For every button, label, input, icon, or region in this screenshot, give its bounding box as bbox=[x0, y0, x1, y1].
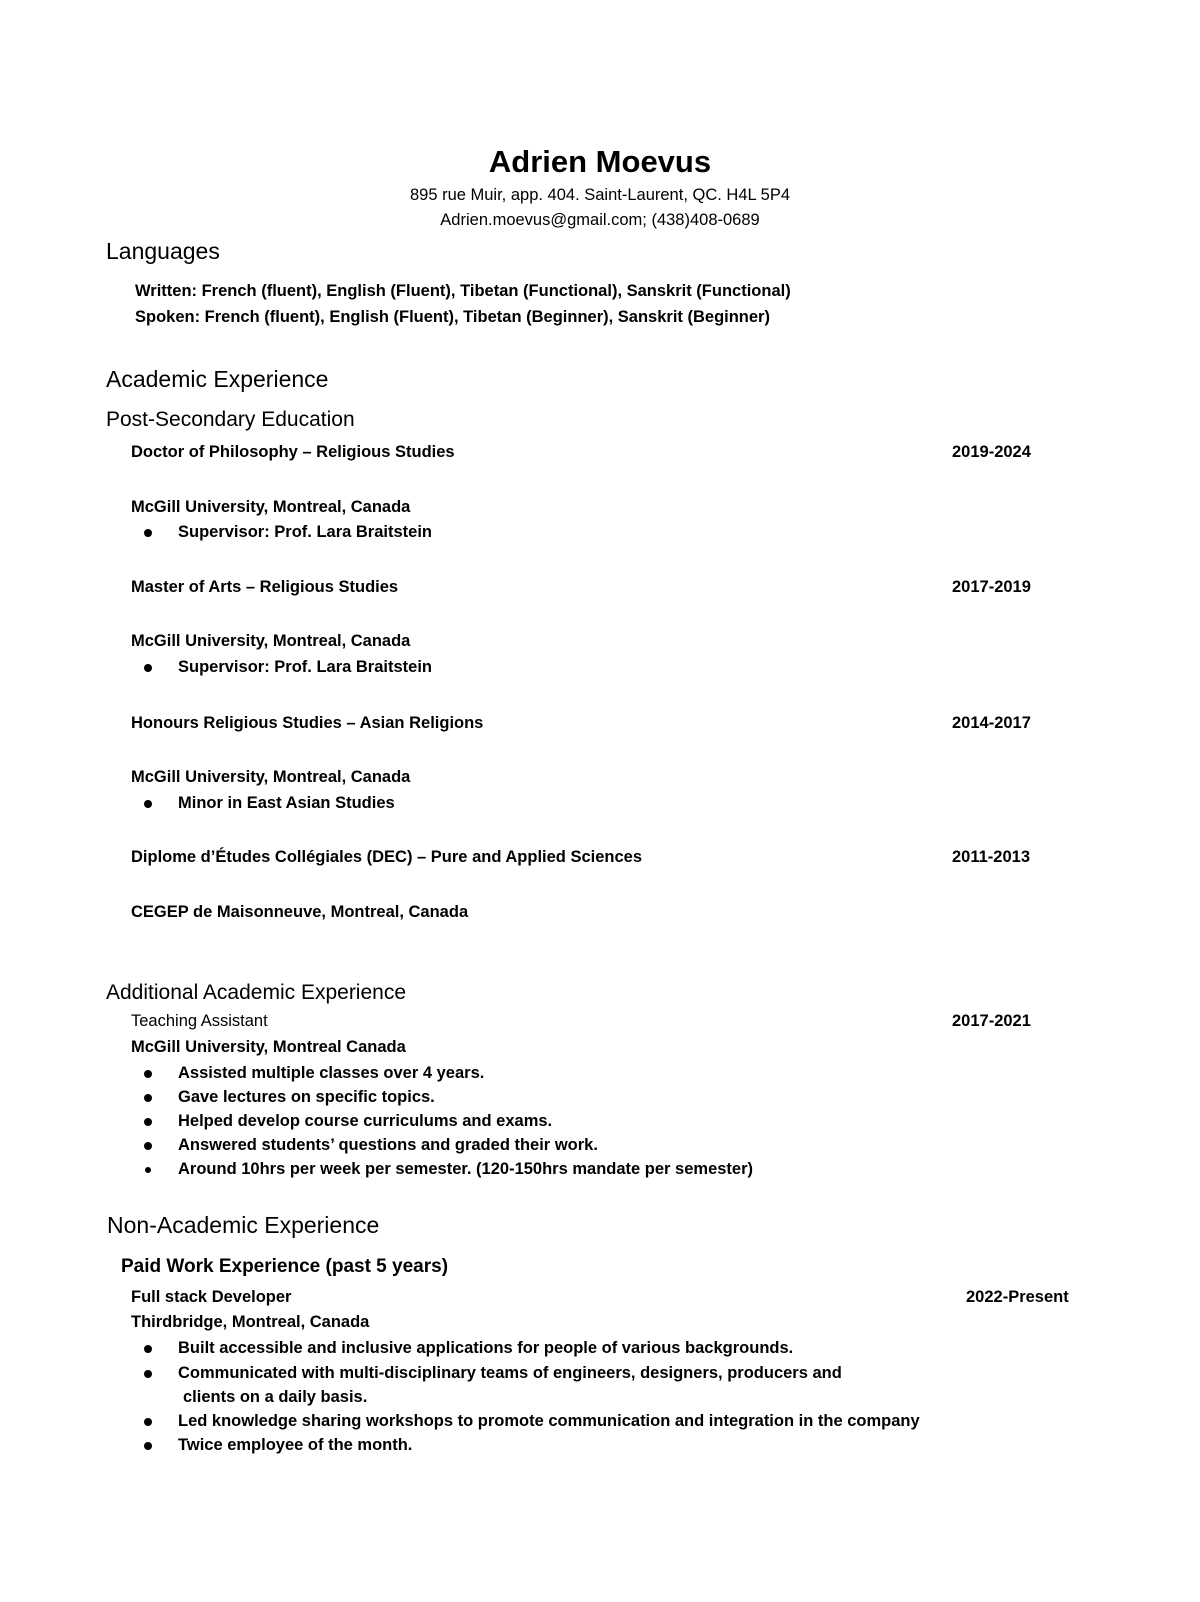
non-academic-heading: Non-Academic Experience bbox=[107, 1212, 380, 1238]
academic-heading: Academic Experience bbox=[106, 366, 329, 392]
degree-note: Supervisor: Prof. Lara Braitstein bbox=[178, 523, 432, 541]
degree-dates: 2011-2013 bbox=[952, 848, 1030, 866]
bullet-icon bbox=[144, 664, 152, 672]
job-bullet: Communicated with multi-disciplinary teams of engineers, designers, producers and bbox=[178, 1364, 842, 1382]
bullet-icon bbox=[144, 1094, 152, 1102]
degree-institution: McGill University, Montreal, Canada bbox=[131, 498, 411, 516]
ta-bullet: Answered students’ questions and graded their work. bbox=[178, 1136, 598, 1154]
additional-heading: Additional Academic Experience bbox=[106, 981, 407, 1004]
ta-institution: McGill University, Montreal Canada bbox=[131, 1038, 406, 1056]
bullet-icon bbox=[144, 1142, 152, 1150]
degree-title: Honours Religious Studies – Asian Religions bbox=[131, 714, 484, 732]
job-dates: 2022-Present bbox=[966, 1288, 1069, 1306]
degree-dates: 2017-2019 bbox=[952, 578, 1031, 596]
job-bullet: Led knowledge sharing workshops to promote communication and integration in the company bbox=[178, 1412, 920, 1430]
languages-spoken: Spoken: French (fluent), English (Fluent), Tibetan (Beginner), Sanskrit (Beginner) bbox=[135, 308, 770, 326]
bullet-icon bbox=[144, 1118, 152, 1126]
bullet-icon bbox=[144, 1442, 152, 1450]
degree-note: Supervisor: Prof. Lara Braitstein bbox=[178, 658, 432, 676]
ta-bullet: Helped develop course curriculums and exams. bbox=[178, 1112, 553, 1130]
bullet-icon bbox=[144, 1070, 152, 1078]
ta-role: Teaching Assistant bbox=[131, 1012, 268, 1030]
address-line: 895 rue Muir, app. 404. Saint-Laurent, QC. H4L 5P4 bbox=[409, 186, 791, 204]
degree-title: Doctor of Philosophy – Religious Studies bbox=[131, 443, 455, 461]
degree-dates: 2014-2017 bbox=[952, 714, 1031, 732]
degree-institution: McGill University, Montreal, Canada bbox=[131, 768, 411, 786]
languages-written: Written: French (fluent), English (Fluent), Tibetan (Functional), Sanskrit (Functional) bbox=[135, 282, 791, 300]
degree-note: Minor in East Asian Studies bbox=[178, 794, 395, 812]
ta-dates: 2017-2021 bbox=[952, 1012, 1031, 1030]
resume-name: Adrien Moevus bbox=[488, 144, 712, 179]
bullet-icon bbox=[144, 1418, 152, 1426]
degree-institution: CEGEP de Maisonneuve, Montreal, Canada bbox=[131, 903, 469, 921]
paid-work-heading: Paid Work Experience (past 5 years) bbox=[121, 1256, 449, 1277]
bullet-icon bbox=[144, 529, 152, 537]
job-bullet-continued: clients on a daily basis. bbox=[183, 1388, 368, 1406]
contact-line: Adrien.moevus@gmail.com; (438)408-0689 bbox=[440, 211, 760, 229]
ta-bullet: Around 10hrs per week per semester. (120-150hrs mandate per semester) bbox=[178, 1160, 754, 1178]
post-secondary-heading: Post-Secondary Education bbox=[106, 408, 355, 431]
ta-bullet: Gave lectures on specific topics. bbox=[178, 1088, 435, 1106]
bullet-icon bbox=[144, 1370, 152, 1378]
job-bullet: Built accessible and inclusive applications for people of various backgrounds. bbox=[178, 1339, 794, 1357]
degree-title: Master of Arts – Religious Studies bbox=[131, 578, 399, 596]
bullet-icon bbox=[144, 1345, 152, 1353]
job-bullet: Twice employee of the month. bbox=[178, 1436, 413, 1454]
bullet-icon bbox=[144, 800, 152, 808]
ta-bullet: Assisted multiple classes over 4 years. bbox=[178, 1064, 485, 1082]
languages-heading: Languages bbox=[106, 238, 220, 264]
job-company: Thirdbridge, Montreal, Canada bbox=[131, 1313, 370, 1331]
bullet-icon bbox=[145, 1167, 151, 1173]
degree-institution: McGill University, Montreal, Canada bbox=[131, 632, 411, 650]
job-role: Full stack Developer bbox=[131, 1288, 292, 1306]
degree-dates: 2019-2024 bbox=[952, 443, 1031, 461]
degree-title: Diplome d’Études Collégiales (DEC) – Pure and Applied Sciences bbox=[131, 848, 643, 866]
